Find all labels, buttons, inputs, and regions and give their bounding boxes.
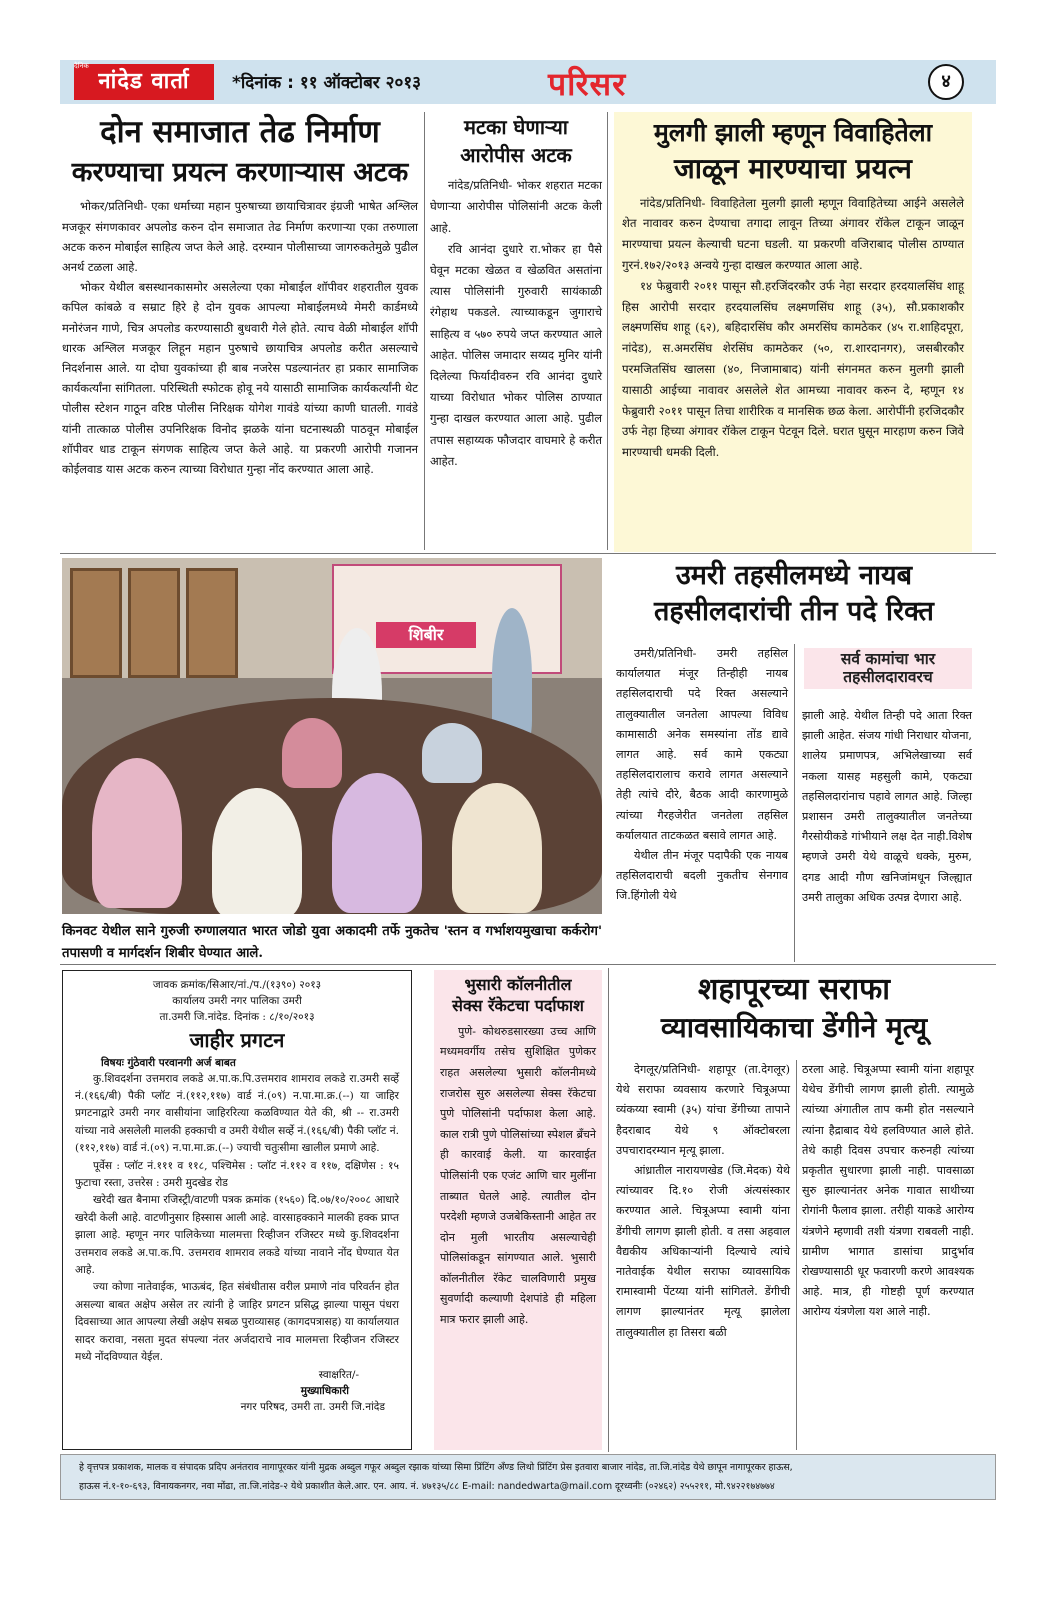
headline-line-1: शहापूरच्या सराफा: [697, 972, 891, 1007]
paragraph: खरेदी खत बैनामा रजिस्ट्री/वाटणी पत्रक क्रमांक (१५६०) दि.०७/१०/२००८ आधारे खरेदी केली आहे. वाटणीनुसार हिस्सास आली आहे. वारसाहक्काने मालकी हक्क प्राप्त झाला आहे. म्हणून नगर पालिकेच्या मालमत्ता रिव्हीजन रजिस्टर मध्ये कु.शिवदर्शना उत्तमराव लकडे अ.पा.क.पि. उत्तमराव शामराव लकडे यांच्या नावाने नोंद घेण्यात येत आहे.: [75, 1194, 399, 1277]
article-body: [440, 1022, 596, 1331]
article-dengue-col2: [802, 1060, 974, 1323]
notice-subject: विषयः गुंठेवारी परवानगी अर्ज बाबत: [101, 1056, 236, 1069]
notice-body: [75, 1071, 399, 1367]
paragraph: झाली आहे. येथील तिन्ही पदे आता रिक्त झाली आहेत. संजय गांधी निराधार योजना, शालेय प्रमाणपत्र, अभिलेखाच्या सर्व नकला यासह महसुली कामे, एकट्या तहसिलदारांनाच पहावे लागत आहे. जिल्हा प्रशासन उमरी तालुक्यातील जनतेच्या गैरसोयीकडे गांभीयाने लक्ष देत नाही.विशेष म्हणजे उमरी येथे वाळूचे धक्के, मुरुम, दगड आदी गौण खनिजांमधून जिल्ह्यात उमरी तालुका अधिक उत्पन्न देणारा आहे.: [802, 709, 972, 904]
section-rule: [60, 964, 996, 965]
logo-tagline: दैनिक: [74, 62, 89, 70]
photo-person: [452, 783, 542, 913]
page-number: ४: [928, 64, 964, 100]
photo-person: [92, 758, 182, 908]
issue-date: *दिनांक : ११ ऑक्टोबर २०१३: [232, 73, 422, 93]
photo-window: [70, 568, 122, 678]
notice-title: जाहीर प्रगटन: [189, 1028, 285, 1052]
paragraph: पुणे- कोथरुडसारख्या उच्च आणि मध्यमवर्गीय तसेच सुशिक्षित पुणेकर राहत असलेल्या भुसारी कॉलनीमध्ये राजरोस सुरु असलेल्या सेक्स रॅकेटचा पुणे पोलिसांनी पर्दाफाश केला आहे. काल रात्री पुणे पोलिसांच्या स्पेशल ब्रँचने ही कारवाई केली. या कारवाईत पोलिसांनी एक एजंट आणि चार मुलींना ताब्यात घेतले आहे. त्यातील दोन परदेशी म्हणजे उजबेकिस्तानी आहेत तर दोन मुली भारतीय असल्याचेही पोलिसांकडून सांगण्यात आले. भुसारी कॉलनीतील रॅकेट चालविणारी प्रमुख सुवर्णादी कल्याणी देशपांडे ही महिला मात्र फरार झाली आहे.: [440, 1024, 596, 1327]
notice-date: ता.उमरी जि.नांदेड. दिनांक : ८/१०/२०१३: [159, 1011, 315, 1023]
photo-person: [422, 723, 482, 783]
column-rule: [796, 1060, 797, 1450]
article-dengue-col1: [616, 1060, 790, 1343]
camp-photo: [62, 558, 602, 914]
paragraph: नांदेड/प्रतिनिधी- भोकर शहरात मटका घेणाऱ्या आरोपीस पोलिसांनी अटक केली आहे.: [430, 178, 602, 235]
notice-office: कार्यालय उमरी नगर पालिका उमरी: [172, 995, 302, 1007]
photo-caption: किनवट येथील साने गुरुजी रुग्णालयात भारत जोडो युवा अकादमी तर्फे नुकतेच 'स्तन व गर्भाशयमुखाचा कर्करोग' तपासणी व मार्गदर्शन शिबीर घेण्यात आले.: [62, 924, 602, 961]
paragraph: देगलूर/प्रतिनिधी- शहापूर (ता.देगलूर) येथे सराफा व्यवसाय करणारे चित्रूअप्पा व्यंकय्या स्वामी (३५) यांचा डेंगीच्या तापाने हैदराबाद येथे ९ ऑक्टोबरला उपचारादरम्यान मृत्यू झाला.: [616, 1063, 790, 1157]
headline-line-2: सेक्स रॅकेटचा पर्दाफाश: [452, 995, 584, 1015]
public-notice: [62, 970, 412, 1450]
column-rule: [424, 112, 425, 550]
headline-line-2: तहसीलदारांची तीन पदे रिक्त: [654, 595, 934, 627]
photo-person: [212, 788, 302, 914]
section-rule: [60, 553, 996, 554]
headline-line-2: व्यावसायिकाचा डेंगीने मृत्यू: [660, 1011, 928, 1045]
imprint-line-1: हे वृत्तपत्र प्रकाशक, मालक व संपादक प्रदिप अनंतराव नागापूरकर यांनी मुद्रक अब्दुल गफूर अब्दुल रझाक यांच्या सिमा प्रिंटिंग अँण्ड लिथो प्रिंटिंग प्रेस इतवारा बाजार नांदेड, ता.जि.नांदेड येथे छापून नागापूरकर हाऊस,: [79, 1462, 793, 1473]
headline-line-1: भुसारी कॉलनीतील: [464, 975, 572, 994]
article-sex-racket: [434, 970, 602, 1450]
paragraph: आंध्रातील नारायणखेड (जि.मेदक) येथे त्यांच्यावर दि.१० रोजी अंत्यसंस्कार करण्यात आले. चित्रूअप्पा स्वामी यांना डेंगीची लागण झाली होती. व तसा अहवाल वैद्यकीय अधिकाऱ्यांनी दिल्याचे त्यांचे नातेवाईक येथील सराफा व्यावसायिक रामास्वामी पेंटय्या यांनी सांगितले. डेंगीची लागण झाल्यानंतर मृत्यू झालेला तालुक्यातील हा तिसरा बळी: [616, 1164, 790, 1339]
headline-line-1: मटका घेणाऱ्या: [464, 115, 568, 139]
paragraph: १४ फेब्रुवारी २०११ पासून सौ.हरजिंदरकौर उर्फ नेहा सरदार हरदयालसिंघ शाहू हिस आरोपी सरदार हरदयालसिंघ लक्ष्मणसिंघ शाहू (३५), सौ.प्रकाशकौर लक्ष्मणसिंघ शाहू (६२), बहिदारसिंघ कौर अमरसिंघ कामठेकर (४५ रा.शाहिदपूरा, नांदेड), स.अमरसिंघ शेरसिंघ कामठेकर (५०, रा.शारदानगर), जसबीरकौर परमजितसिंघ खालसा (४०, निजामाबाद) यांनी संगनमत करुन मुलगी झाली यासाठी आईच्या नावावर असलेले शेत आमच्या नावावर करुन दे, म्हणून १४ फेब्रुवारी २०११ पासून तिचा शारीरिक व मानसिक छळ केला. आरोपींनी हरजिदकौर उर्फ नेहा हिच्या अंगावर रॉकेल टाकून पेटवून दिले. घरात घुसून मारहाण करुन जिवे मारण्याची धमकी दिली.: [622, 278, 964, 460]
column-rule: [794, 644, 795, 962]
photo-person: [282, 718, 342, 788]
article-umri-subhead: [804, 648, 972, 689]
paragraph: उमरी/प्रतिनिधी- उमरी तहसिल कार्यालयात मंजूर तिन्हीही नायब तहसिलदाराची पदे रिक्त असल्याने तालुक्यातील जनतेला आपल्या विविध कामासाठी अनेक समस्यांना तोंड द्यावे लागत आहे. सर्व कामे एकट्या तहसिलदारालाच करावे लागत असल्याने तेही त्यांचे दौरे, बैठक आदी कारणामुळे त्यांच्या गैरहजेरीत जनतेला तहसिल कर्यालयात ताटकळत बसावे लागत आहे.: [616, 647, 788, 842]
article-dowry-burning: [614, 112, 972, 552]
notice-signed: स्वाक्षरित/-: [318, 1368, 359, 1381]
notice-reference: जावक क्रमांक/सिआर/नां./प./(१३९०) २०१३: [152, 979, 322, 991]
notice-signatory-office: नगर परिषद, उमरी ता. उमरी जि.नांदेड: [240, 1400, 385, 1413]
imprint-footer: [60, 1454, 996, 1500]
headline-line-1: दोन समाजात तेढ निर्माण: [100, 114, 380, 150]
column-rule: [608, 968, 609, 1452]
paragraph: कु.शिवदर्शना उत्तमराव लकडे अ.पा.क.पि.उत्तमराव शामराव लकडे रा.उमरी सर्व्हे नं.(१६६/बी) पैकी प्लॉट नं.(११२,११७) वार्ड नं.(०९) न.पा.मा.क्र.(--) या जाहिर प्रगटनाद्वारे उमरी नगर वासीयांना जाहिररित्या कळविण्यात येते की, श्री -- रा.उमरी यांच्या नावे असलेली मालकी हक्काची व उमरी येथील सर्व्हे नं.(१६६/बी) पैकी प्लॉट नं.(११२,११७) वार्ड नं.(०९) न.पा.मा.क्र.(--) ज्याची चतुःसीमा खालील प्रमाणे आहे.: [75, 1072, 399, 1155]
banner-title: शिबीर: [376, 622, 476, 648]
notice-signatory: मुख्याधिकारी: [300, 1384, 349, 1397]
photo-window: [186, 568, 238, 678]
headline-line-1: मुलगी झाली म्हणून विवाहितेला: [653, 118, 933, 147]
paragraph: ज्या कोणा नातेवाईक, भाऊबंद, हित संबंधीतास वरील प्रमाणे नांव परिवर्तन होत असल्या बाबत अक्षेप असेल तर त्यांनी हे जाहिर प्रगटन प्रसिद्ध झाल्या पासून पंधरा दिवसाच्या आत आपल्या लेखी अक्षेप सबळ पुराव्यासह (कागदपत्रासह) या कार्यालयात सादर करावा, नसता मुदत संपल्या नंतर अर्जदाराचे नाव मालमत्ता रिव्हीजन रजिस्टर मध्ये नोंदविण्यात येईल.: [75, 1281, 399, 1364]
paragraph: रवि आनंदा दुधारे रा.भोकर हा पैसे घेवून मटका खेळत व खेळवित असतांना त्यास पोलिसांनी गुरुवारी सायंकाळी रंगेहाथ पकडले. त्याच्याकडून जुगाराचे साहित्य व ५७० रुपये जप्त करण्यात आले आहेत. पोलिस जमादार सय्यद मुनिर यांनी दिलेल्या फिर्यादीवरुन रवि आनंदा दुधारे याच्या विरोधात भोकर पोलिस ठाण्यात गुन्हा दाखल करण्यात आला आहे. पुढील तपास सहाय्यक फौजदार वाघमारे हे करीत आहेत.: [430, 241, 602, 468]
headline-line-1: उमरी तहसीलमध्ये नायब: [675, 560, 913, 591]
article-communal-tension: [62, 114, 418, 479]
newspaper-logo: नांदेड वार्ता: [74, 64, 214, 100]
photo-window: [128, 568, 180, 678]
article-umri-tehsil: [614, 560, 974, 628]
article-umri-col1: [616, 644, 788, 907]
article-dengue-death: [614, 972, 974, 1044]
headline-line-2: करण्याचा प्रयत्न करणाऱ्यास अटक: [71, 156, 409, 188]
subhead-line-1: सर्व कामांचा भार: [840, 650, 936, 668]
paragraph: पूर्वेस : प्लॉट नं.१११ व ११८, पश्चिमेस : प्लॉट नं.११२ व ११७, दक्षिणेस : १५ फुटाचा रस्ता, उत्तरेस : उमरी मुदखेड रोड: [75, 1159, 399, 1190]
article-umri-col2: [802, 706, 972, 908]
paragraph: येथील तीन मंजूर पदापैकी एक नायब तहसिलदाराची बदली नुकतीच सेनगाव जि.हिंगोली येथे: [616, 849, 788, 903]
paragraph: भोकर/प्रतिनिधी- एका धर्माच्या महान पुरुषाच्या छायाचित्रावर इंग्रजी भाषेत अश्लिल मजकूर संगणकावर अपलोड करुन दोन समाजात तेढ निर्माण करणाऱ्या एका तरुणाला अटक करुन मोबाईल साहित्य जप्त केले आहे. दरम्यान पोलीसाच्या जागरुकतेमुळे पुढील अनर्थ टळला आहे.: [62, 199, 418, 275]
paragraph: ठरला आहे. चित्रूअप्पा स्वामी यांना शहापूर येथेच डेंगीची लागण झाली होती. त्यामुळे त्यांच्या अंगातील ताप कमी होत नसल्याने त्यांना हैद्राबाद येथे हलविण्यात आले होते. तेथे काही दिवस उपचार करुनही त्यांच्या प्रकृतीत सुधारणा झाली नाही. पावसाळा सुरु झाल्यानंतर अनेक गावात साथीच्या रोगांनी फैलाव झाला. तरीही याकडे आरोग्य यंत्रणेने म्हणावी तशी यंत्रणा राबवली नाही. ग्रामीण भागात डासांचा प्रादुर्भाव रोखण्यासाठी धूर फवारणी करणे आवश्यक आहे. मात्र, ही गोष्टही पूर्ण करण्यात आरोग्य यंत्रणेला यश आले नाही.: [802, 1063, 974, 1319]
column-rule: [607, 112, 608, 550]
section-title: परिसर: [548, 65, 627, 103]
paragraph: नांदेड/प्रतिनिधी- विवाहितेला मुलगी झाली म्हणून विवाहितेच्या आईने असलेले शेत नावावर करुन देण्याचा तगादा लावून तिच्या अंगावर रॉकेल टाकून जाळून मारण्याचा प्रयत्न केल्याची घटना घडली. या प्रकरणी वजिराबाद पोलीस ठाण्यात गुरनं.१७२/२०१३ अन्वये गुन्हा दाखल करण्यात आला आहे.: [622, 195, 964, 272]
article-body: [62, 196, 418, 479]
imprint-line-2: हाऊस नं.१-१०-६९३, विनायकनगर, नवा मोंढा, ता.जि.नांदेड-२ येथे प्रकाशीत केले.आर. एन. आय. नं. ४७१३५/८८ E-mail: nandedwarta@mail.com दूरध्वनीः (०२४६२) २५५२११, मो.९४२२१७४७७४: [79, 1481, 775, 1492]
article-body: [622, 193, 964, 463]
article-body: [430, 175, 602, 472]
headline-line-2: आरोपीस अटक: [460, 142, 572, 167]
article-matka-arrest: [430, 116, 602, 472]
subhead-line-2: तहसीलदारावरच: [843, 668, 933, 687]
photo-person: [332, 773, 422, 913]
headline-line-2: जाळून मारण्याचा प्रयत्न: [674, 151, 912, 185]
paragraph: भोकर येथील बसस्थानकासमोर असलेल्या एका मोबाईल शॉपीवर शहरातील युवक कपिल कांबळे व सम्राट हिरे हे दोन युवक आपल्या मोबाईलमध्ये मेमरी कार्डमध्ये मनोरंजन गाणे, चित्र अपलोड करण्यासाठी बुधवारी गेले होते. त्याच वेळी मोबाईल शॉपी धारक अश्लिल मजकूर लिहून महान पुरुषाचे छायाचित्र अपलोड करीत असल्याचे निदर्शनास आले. या दोघा युवकांच्या ही बाब नजरेस पडल्यानंतर हा प्रकार सामाजिक कार्यकर्त्यांना सांगितला. परिस्थिती स्फोटक होवू नये यासाठी सामाजिक कार्यकर्त्यांनी थेट पोलीस स्टेशन गाठून वरिष्ठ पोलीस निरिक्षक योगेश गावंडे यांच्या काणी घातली. गावंडे यांनी तात्काळ पोलीस उपनिरिक्षक विनोद झळके यांना घटनास्थळी पाठवून मोबाईल शॉपीवर धाड टाकून संगणक साहित्य जप्त केले आहे. या प्रकरणी आरोपी गजानन कोईलवाड यास अटक करुन त्याच्या विरोधात गुन्हा नोंद करण्यात आला आहे.: [62, 280, 418, 477]
